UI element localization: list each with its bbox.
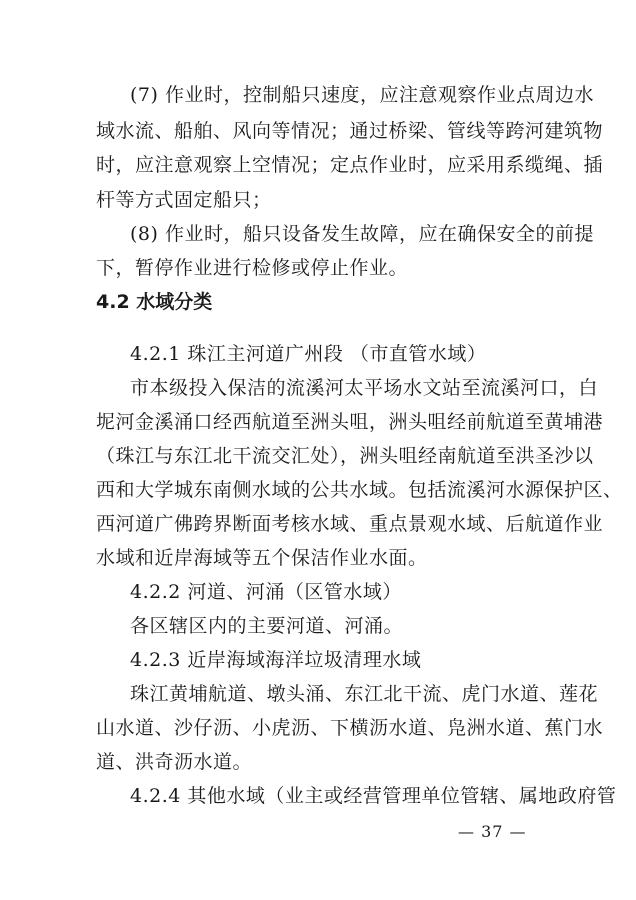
page-number: — 37 — <box>458 822 527 841</box>
para-8-line-1: (8) 作业时，船只设备发生故障，应在确保安全的前提 <box>130 223 594 245</box>
subsection-4-2-3-line-2: 山水道、沙仔沥、小虎沥、下横沥水道、凫洲水道、蕉门水 <box>96 717 604 739</box>
subsection-4-2-3-line-3: 道、洪奇沥水道。 <box>96 751 253 773</box>
subsection-4-2-2-line-1: 各区辖区内的主要河道、河涌。 <box>130 615 404 637</box>
subsection-4-2-3-line-1: 珠江黄埔航道、墩头涌、东江北干流、虎门水道、莲花 <box>130 683 599 705</box>
para-7-line-4: 杆等方式固定船只； <box>96 189 272 211</box>
para-7-line-3: 时，应注意观察上空情况；定点作业时，应采用系缆绳、插 <box>96 154 604 176</box>
subsection-4-2-1-line-1: 市本级投入保洁的流溪河太平场水文站至流溪河口，白 <box>130 377 599 399</box>
subsection-4-2-1-line-4: 西和大学城东南侧水域的公共水域。包括流溪河水源保护区、 <box>96 479 623 501</box>
subsection-4-2-1-line-2: 坭河金溪涌口经西航道至洲头咀，洲头咀经前航道至黄埔港 <box>96 411 604 433</box>
subsection-4-2-2-title: 4.2.2 河道、河涌（区管水域） <box>130 581 402 603</box>
section-heading: 4.2 水域分类 <box>96 291 213 313</box>
para-7-line-1: (7) 作业时，控制船只速度，应注意观察作业点周边水 <box>130 84 594 106</box>
para-8-line-2: 下，暂停作业进行检修或停止作业。 <box>96 257 409 279</box>
subsection-4-2-3-title: 4.2.3 近岸海域海洋垃圾清理水域 <box>130 649 422 671</box>
subsection-4-2-1-title: 4.2.1 珠江主河道广州段 （市直管水域） <box>130 343 487 365</box>
subsection-4-2-1-line-6: 水域和近岸海域等五个保洁作业水面。 <box>96 547 428 569</box>
subsection-4-2-1-line-5: 西河道广佛跨界断面考核水域、重点景观水域、后航道作业 <box>96 513 604 535</box>
subsection-4-2-1-line-3: （珠江与东江北干流交汇处），洲头咀经南航道至洪圣沙以 <box>96 445 594 467</box>
subsection-4-2-4-title: 4.2.4 其他水域（业主或经营管理单位管辖、属地政府管 <box>130 785 617 807</box>
para-7-line-2: 域水流、船舶、风向等情况；通过桥梁、管线等跨河建筑物 <box>96 120 604 142</box>
